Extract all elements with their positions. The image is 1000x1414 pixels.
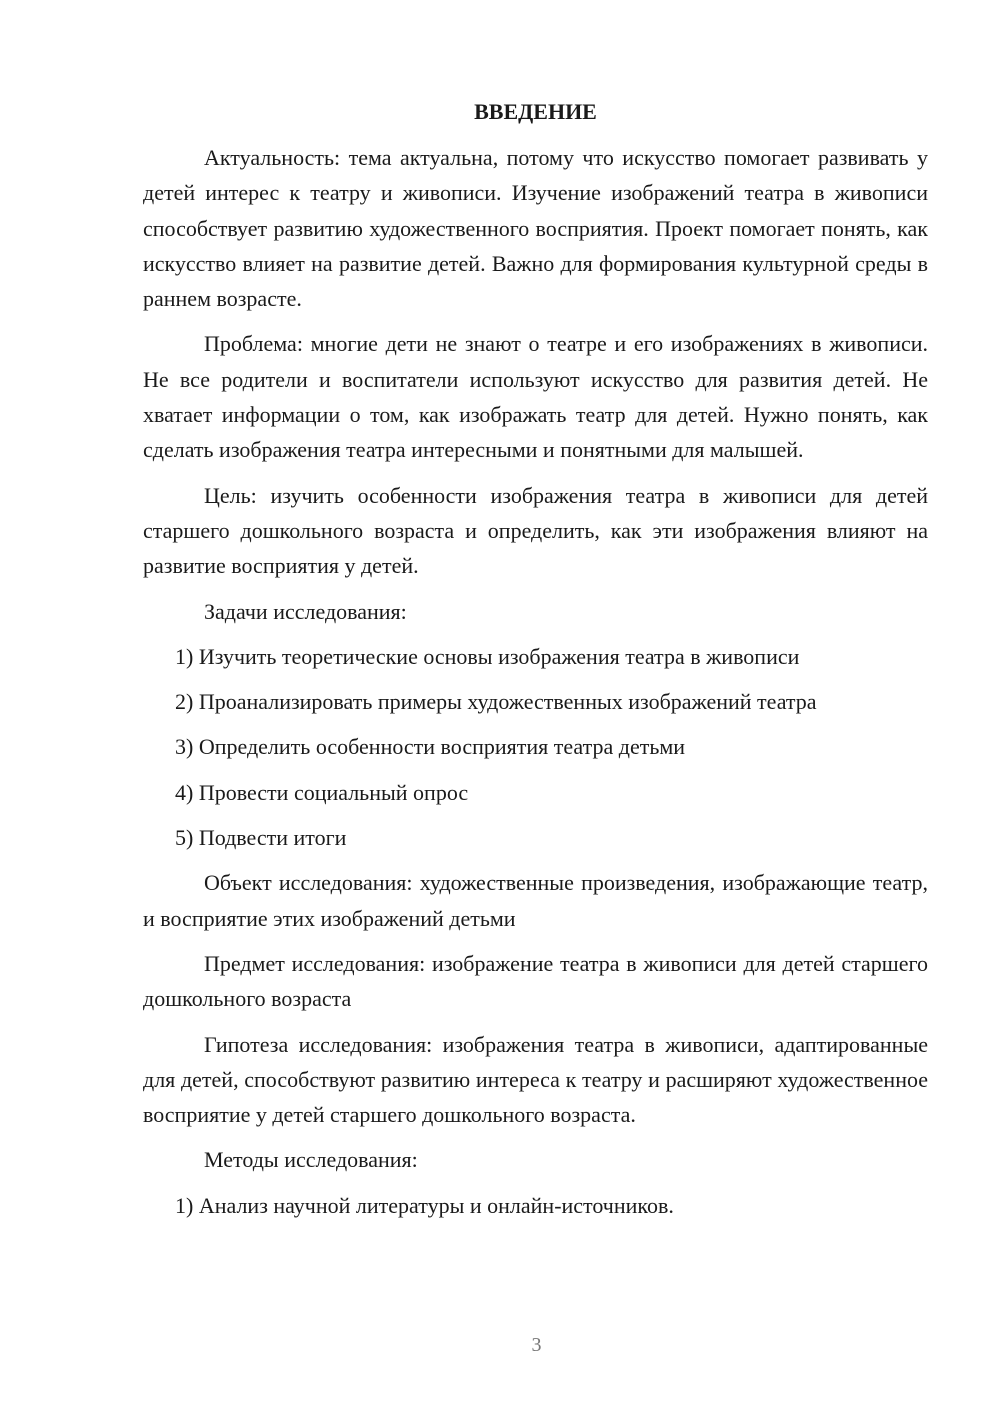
page-number: 3	[531, 1334, 542, 1356]
goal-paragraph: Цель: изучить особенности изображения театра в живописи для детей старшего дошкольного возраста и определить, как эти изображения влияют на развитие восприятия у детей.	[143, 482, 928, 579]
page-content	[143, 94, 928, 1233]
tasks-list	[143, 639, 928, 855]
list-item: 2) Проанализировать примеры художественных изображений театра	[175, 689, 817, 715]
problem-paragraph: Проблема: многие дети не знают о театре и его изображениях в живописи. Не все родители и воспитатели используют искусство для развития детей. Не хватает информации о том, как изображать театр для детей. Нужно понять, как сделать изображения театра интересными и понятными для малышей.	[143, 331, 928, 463]
methods-list	[143, 1188, 928, 1223]
methods-label: Методы исследования:	[204, 1147, 418, 1173]
list-item: 3) Определить особенности восприятия театра детьми	[175, 734, 686, 760]
list-item: 4) Провести социальный опрос	[175, 779, 469, 805]
list-item: 5) Подвести итоги	[175, 825, 347, 851]
list-item: 1) Анализ научной литературы и онлайн-источников.	[175, 1192, 674, 1218]
page-title: ВВЕДЕНИЕ	[474, 99, 597, 124]
object-paragraph: Объект исследования: художественные произведения, изображающие театр, и восприятие этих изображений детьми	[143, 870, 928, 931]
tasks-label: Задачи исследования:	[204, 598, 407, 624]
subject-paragraph: Предмет исследования: изображение театра в живописи для детей старшего дошкольного возраста	[143, 950, 928, 1012]
list-item: 1) Изучить теоретические основы изображения театра в живописи	[175, 643, 800, 669]
relevance-paragraph: Актуальность: тема актуальна, потому что искусство помогает развивать у детей интерес к театру и живописи. Изучение изображений театра в живописи способствует развитию художественного восприятия. Проект помогает понять, как искусство влияет на развитие детей. Важно для формирования культурной среды в раннем возрасте.	[143, 145, 928, 312]
hypothesis-paragraph: Гипотеза исследования: изображения театра в живописи, адаптированные для детей, способствуют развитию интереса к театру и расширяют художественное восприятие у детей старшего дошкольного возраста.	[143, 1031, 928, 1128]
